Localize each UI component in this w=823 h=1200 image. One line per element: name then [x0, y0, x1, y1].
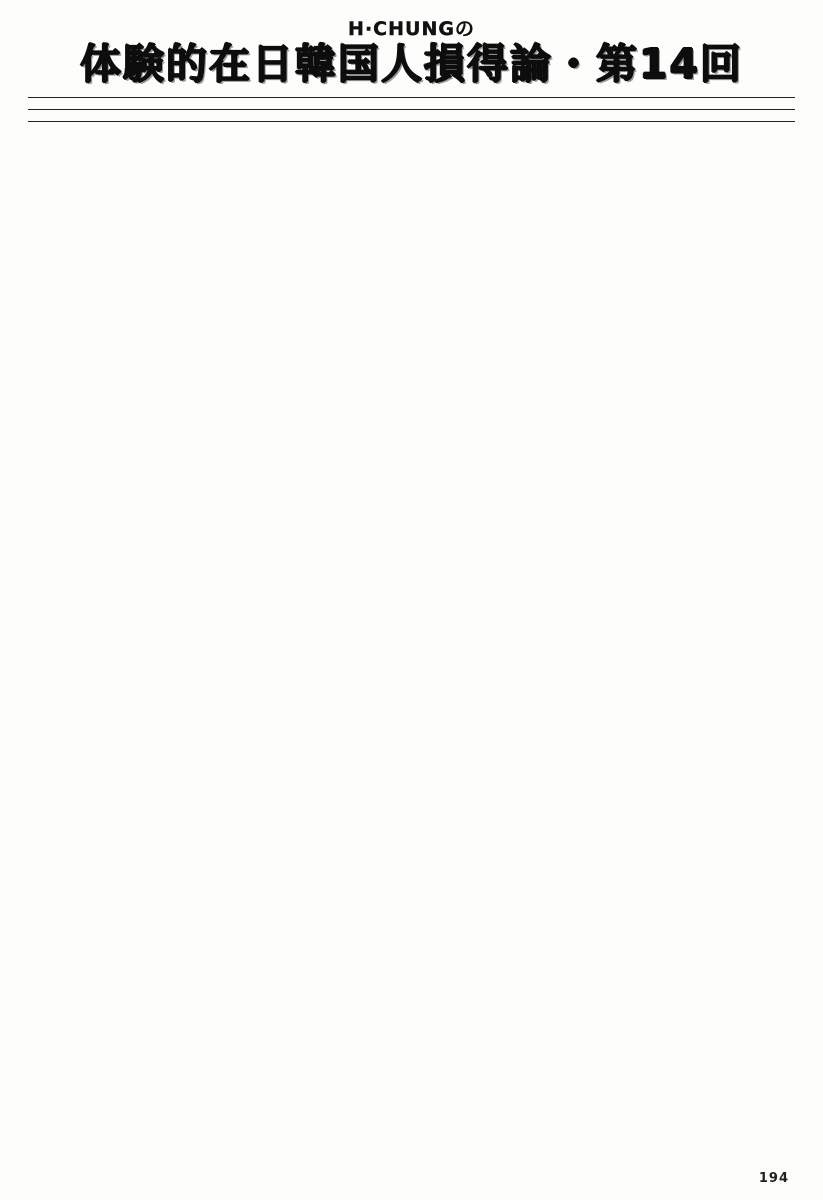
- page-number: 194: [758, 1171, 789, 1186]
- text-band-4: [28, 121, 795, 128]
- article-main-title: 体験的在日韓国人損得論・第14回: [79, 40, 744, 88]
- text-band-3: [28, 109, 795, 116]
- text-band-2: [28, 97, 795, 104]
- article-super-title: H·CHUNGの: [348, 18, 475, 40]
- article-header: [28, 10, 795, 86]
